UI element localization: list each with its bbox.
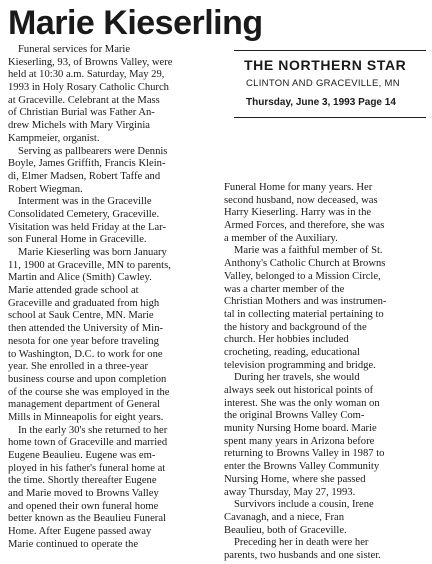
obituary-text-line: television programming and bridge. [224, 359, 376, 371]
obituary-text-line: business course and upon completion [8, 373, 167, 385]
obituary-text-line: better known as the Beaulieu Funeral [8, 513, 166, 525]
obituary-text-line: Robert Wiegman. [8, 183, 83, 195]
newspaper-dateline: Thursday, June 3, 1993 Page 14 [246, 97, 396, 108]
obituary-text-line: Preceding her in death were her [234, 537, 369, 549]
obituary-text-line: always seek out historical points of [224, 385, 374, 396]
obituary-text-line: returning to Browns Valley in 1987 to [224, 448, 385, 460]
obituary-text-line: Armed Forces, and therefore, she was [224, 220, 385, 232]
obituary-text-line: ployed in his father's funeral home at [8, 462, 166, 474]
obituary-column-2 [224, 182, 426, 563]
obituary-text-line: tal in collecting material pertaining to [224, 308, 384, 320]
obituary-text-line: school at Sauk Centre, MN. Marie [8, 310, 154, 322]
obituary-text-line: Home. After Eugene passed away [8, 526, 152, 538]
obituary-text-line: Interment was in the Graceville [18, 196, 152, 208]
obituary-text-line: home town of Graceville and married [8, 437, 168, 449]
obituary-text-line: Graceville and graduated from high [8, 297, 160, 309]
obituary-headline: Marie Kieserling [8, 4, 263, 42]
obituary-text-line: of Christian Burial was Father An- [8, 107, 155, 119]
obituary-text-line: crocheting, reading, educational [224, 346, 360, 358]
newspaper-masthead [234, 50, 426, 118]
obituary-text-line: Kieserling, 93, of Browns Valley, were [8, 56, 173, 68]
obituary-text-line: Survivors include a cousin, Irene [234, 499, 374, 511]
obituary-text-line: Christian Mothers and was instrumen- [224, 296, 387, 308]
obituary-text-line: of the course she was employed in the [8, 386, 170, 398]
obituary-text-line: and opened their own funeral home [8, 500, 159, 512]
obituary-text-line: di, Elmer Madsen, Robert Taffe and [8, 170, 161, 182]
obituary-text-line: Marie attended grade school at [8, 285, 139, 297]
obituary-text-line: second husband, now deceased, was [224, 194, 378, 206]
obituary-text-line: Visitation was held Friday at the Lar- [8, 221, 167, 233]
obituary-text-line: interest. She was the only woman on [224, 397, 380, 409]
obituary-text-line: 1993 in Holy Rosary Catholic Church [8, 82, 169, 94]
obituary-text-line: away Thursday, May 27, 1993. [224, 486, 356, 498]
obituary-text-line: a member of the Auxiliary. [224, 232, 338, 244]
obituary-text-line: at Graceville. Celebrant at the Mass [8, 94, 160, 106]
obituary-text-line: the original Browns Valley Com- [224, 410, 365, 422]
obituary-text-line: Eugene Beaulieu. Eugene was em- [8, 450, 156, 461]
obituary-text-line: 11, 1900 at Graceville, MN to parents, [8, 259, 171, 271]
obituary-text-line: the time. Shortly thereafter Eugene [8, 475, 157, 487]
obituary-text-line: son Funeral Home in Graceville. [8, 234, 147, 246]
obituary-text-line: Valley, belonged to a Mission Circle, [224, 270, 381, 282]
obituary-text-line: Harry Kieserling. Harry was in the [224, 207, 372, 219]
obituary-text-line: spent many years in Arizona before [224, 435, 375, 447]
obituary-text-line: Marie continued to operate the [8, 538, 139, 550]
obituary-text-line: Martin and Alice (Smith) Cawley. [8, 272, 152, 284]
obituary-text-line: Funeral Home for many years. Her [224, 182, 373, 193]
obituary-text-line: to Washington, D.C. to work for one [8, 348, 163, 360]
obituary-text-line: Kampmeier, organist. [8, 132, 100, 144]
obituary-text-line: Marie Kieserling was born January [18, 247, 167, 258]
obituary-text-line: Funeral services for Marie [18, 44, 131, 55]
obituary-text-line: Anthony's Catholic Church at Browns [224, 258, 386, 270]
obituary-text-line: then attended the University of Min- [8, 323, 164, 335]
obituary-text-line: was a charter member of the [224, 283, 345, 295]
obituary-text-line: Boyle, James Griffith, Francis Klein- [8, 158, 166, 170]
obituary-text-line: management department of General [8, 399, 161, 411]
obituary-column-1 [8, 44, 224, 552]
obituary-text-line: the history and background of the [224, 321, 367, 333]
obituary-text-line: During her travels, she would [234, 372, 360, 384]
obituary-text-line: Marie was a faithful member of St. [234, 245, 383, 257]
obituary-text-line: munity Nursing Home board. Marie [224, 423, 377, 435]
obituary-text-line: drew Michels with Mary Virginia [8, 120, 150, 132]
obituary-text-line: and Marie moved to Browns Valley [8, 488, 159, 500]
obituary-text-line: Mills in Minneapolis for eight years. [8, 411, 164, 423]
obituary-text-line: Serving as pallbearers were Dennis [18, 145, 168, 157]
obituary-text-line: nesota for one year before traveling [8, 335, 159, 347]
obituary-text-line: parents, two husbands and one sister. [224, 549, 381, 561]
obituary-text-line: Consolidated Cemetery, Graceville. [8, 208, 160, 220]
obituary-text-line: In the early 30's she returned to her [18, 424, 168, 436]
obituary-text-line: church. Her hobbies included [224, 334, 349, 346]
obituary-text-line: Nursing Home, where she passed [224, 473, 366, 485]
obituary-text-line: year. She enrolled in a three-year [8, 361, 149, 373]
obituary-text-line: held at 10:30 a.m. Saturday, May 29, [8, 69, 165, 81]
obituary-text-line: enter the Browns Valley Community [224, 461, 380, 473]
obituary-text-line: Beaulieu, both of Graceville. [224, 524, 347, 536]
obituary-text-line: Cavanagh, and a niece, Fran [224, 511, 345, 523]
newspaper-place: CLINTON AND GRACEVILLE, MN [246, 78, 400, 89]
newspaper-name: THE NORTHERN STAR [244, 57, 407, 73]
